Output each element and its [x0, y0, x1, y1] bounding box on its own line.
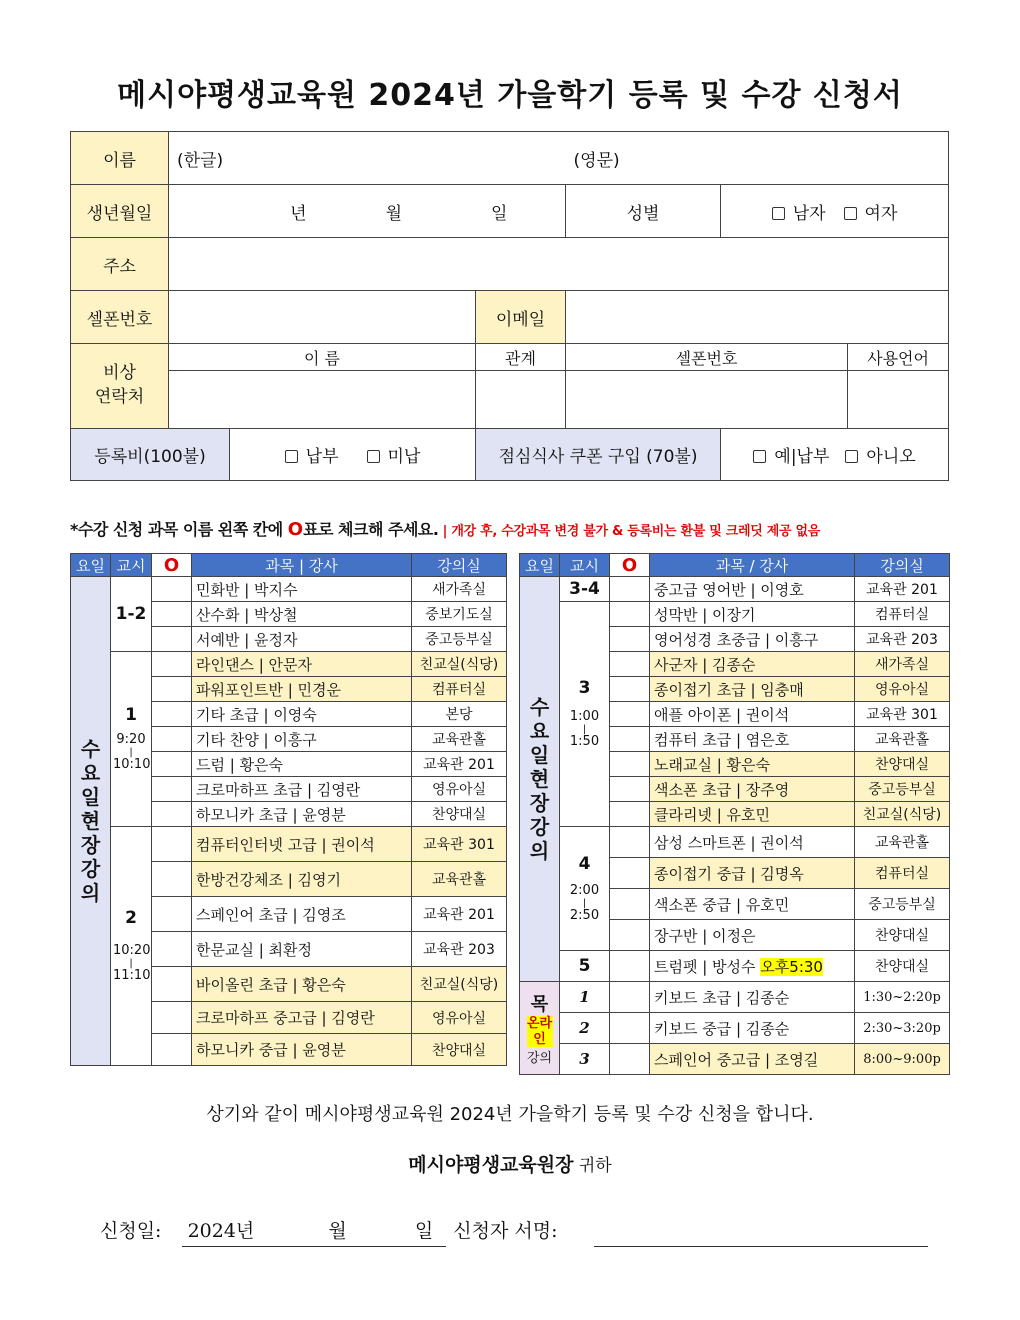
course-room: 친교실(식당)	[412, 652, 507, 677]
checkbox-icon[interactable]	[845, 450, 858, 463]
course-subject: 사군자 | 김종순	[650, 652, 855, 677]
course-room: 교육관 201	[412, 752, 507, 777]
course-subject: 영어성경 초중급 | 이흥구	[650, 627, 855, 652]
date-label: 신청일:	[100, 1220, 162, 1242]
check-cell[interactable]	[610, 1013, 650, 1044]
course-room: 컴퓨터실	[412, 677, 507, 702]
day-label: 수요일 현장강의	[520, 577, 560, 982]
instruction-text-a: *수강 신청 과목 이름 왼쪽 칸에	[70, 520, 288, 539]
course-room: 중고등부실	[412, 627, 507, 652]
birth-day: 일	[490, 203, 508, 224]
course-subject: 색소폰 중급 | 유호민	[650, 889, 855, 920]
addressee: 메시야평생교육원장 귀하	[408, 1154, 612, 1176]
em-phone-header: 셀폰번호	[566, 344, 848, 371]
course-subject: 스페인어 초급 | 김영조	[192, 897, 412, 932]
em-name-header: 이 름	[169, 344, 476, 371]
check-cell[interactable]	[610, 752, 650, 777]
check-cell[interactable]	[152, 967, 192, 1002]
period-label: 1	[560, 982, 610, 1013]
fee-options	[230, 429, 476, 481]
check-cell[interactable]	[610, 702, 650, 727]
header-room: 강의실	[855, 554, 950, 577]
check-cell[interactable]	[610, 827, 650, 858]
period-label: 3	[560, 1044, 610, 1075]
check-cell[interactable]	[610, 858, 650, 889]
course-subject: 컴퓨터 초급 | 염은호	[650, 727, 855, 752]
name-english-hint: (영문)	[573, 150, 620, 171]
lunch-label: 점심식사 쿠폰 구입 (70불)	[476, 429, 721, 481]
birth-field[interactable]	[169, 185, 566, 238]
course-room: 컴퓨터실	[855, 858, 950, 889]
course-room: 컴퓨터실	[855, 602, 950, 627]
phone-field[interactable]	[169, 291, 476, 344]
check-cell[interactable]	[610, 920, 650, 951]
course-subject: 바이올린 초급 | 황은숙	[192, 967, 412, 1002]
check-cell[interactable]	[152, 602, 192, 627]
name-korean-hint: (한글)	[177, 150, 224, 171]
date-year: 2024년	[187, 1220, 255, 1242]
header-period: 교시	[560, 554, 610, 577]
course-subject: 색소폰 초급 | 장주영	[650, 777, 855, 802]
course-room: 교육관홀	[412, 727, 507, 752]
course-subject: 한문교실 | 최환정	[192, 932, 412, 967]
check-cell[interactable]	[152, 862, 192, 897]
header-day: 요일	[520, 554, 560, 577]
lunch-yes-option[interactable]: 예|납부	[753, 442, 829, 467]
em-language-field[interactable]	[848, 371, 949, 429]
course-subject: 장구반 | 이정은	[650, 920, 855, 951]
header-check: O	[610, 554, 650, 577]
course-subject: 키보드 중급 | 김종순	[650, 1013, 855, 1044]
email-label: 이메일	[476, 291, 566, 344]
birth-month: 월	[385, 203, 403, 224]
course-room: 새가족실	[412, 577, 507, 602]
name-label: 이름	[71, 132, 169, 185]
right-schedule-table	[519, 553, 950, 1075]
course-room: 교육관 201	[855, 577, 950, 602]
check-cell[interactable]	[152, 897, 192, 932]
course-room: 찬양대실	[412, 1034, 507, 1066]
course-room: 영유아실	[855, 677, 950, 702]
signature-line[interactable]	[594, 1246, 928, 1247]
check-cell[interactable]	[610, 627, 650, 652]
course-subject: 기타 찬양 | 이흥구	[192, 727, 412, 752]
course-subject: 클라리넷 | 유호민	[650, 802, 855, 827]
period-label: 1-2	[111, 577, 152, 652]
course-subject: 민화반 | 박지수	[192, 577, 412, 602]
date-underline[interactable]	[182, 1246, 446, 1247]
course-time: 2:30~3:20p	[855, 1013, 950, 1044]
course-room: 중고등부실	[855, 777, 950, 802]
course-subject: 키보드 초급 | 김종순	[650, 982, 855, 1013]
check-cell[interactable]	[610, 951, 650, 982]
header-period: 교시	[111, 554, 152, 577]
period-label: 4 2:00 | 2:50	[560, 827, 610, 951]
warning-text: | 개강 후, 수강과목 변경 불가 & 등록비는 환불 및 크레딧 제공 없음	[438, 524, 820, 539]
course-subject: 노래교실 | 황은숙	[650, 752, 855, 777]
course-subject: 삼성 스마트폰 | 권이석	[650, 827, 855, 858]
phone-label: 셀폰번호	[71, 291, 169, 344]
period-label: 5	[560, 951, 610, 982]
check-cell[interactable]	[152, 1002, 192, 1034]
course-subject: 트럼펫 | 방성수 오후5:30	[650, 951, 855, 982]
period-label: 3-4	[560, 577, 610, 602]
check-cell[interactable]	[152, 727, 192, 752]
fee-label: 등록비(100불)	[71, 429, 230, 481]
online-day-label: 목 온라인 강의	[520, 982, 560, 1075]
course-subject: 드럼 | 황은숙	[192, 752, 412, 777]
course-room: 영유아실	[412, 777, 507, 802]
header-subject: 과목 | 강사	[192, 554, 412, 577]
course-room: 친교실(식당)	[412, 967, 507, 1002]
left-schedule-table	[70, 553, 507, 1066]
emergency-contact-label: 비상 연락처	[71, 344, 169, 429]
course-room: 새가족실	[855, 652, 950, 677]
check-cell[interactable]	[610, 677, 650, 702]
male-option[interactable]: 남자	[772, 199, 826, 224]
birth-label: 생년월일	[71, 185, 169, 238]
checkbox-icon[interactable]	[844, 207, 857, 220]
check-cell[interactable]	[152, 652, 192, 677]
lunch-no-option[interactable]: 아니오	[845, 442, 915, 467]
course-room: 교육관 203	[855, 627, 950, 652]
course-subject: 성막반 | 이장기	[650, 602, 855, 627]
period-label: 3 1:00 | 1:50	[560, 602, 610, 827]
female-option[interactable]: 여자	[844, 199, 898, 224]
check-cell[interactable]	[152, 802, 192, 827]
header-subject: 과목 / 강사	[650, 554, 855, 577]
course-room: 교육관 301	[855, 702, 950, 727]
check-cell[interactable]	[610, 777, 650, 802]
em-relation-header: 관계	[476, 344, 566, 371]
check-cell[interactable]	[152, 777, 192, 802]
course-room: 교육관 203	[412, 932, 507, 967]
course-subject: 종이접기 초급 | 임충매	[650, 677, 855, 702]
course-room: 찬양대실	[855, 920, 950, 951]
course-subject: 크로마하프 중고급 | 김영란	[192, 1002, 412, 1034]
form-title: 메시야평생교육원 2024년 가을학기 등록 및 수강 신청서	[117, 78, 903, 113]
em-phone-field[interactable]	[566, 371, 848, 429]
fee-unpaid-option[interactable]: 미납	[367, 442, 421, 467]
name-korean-field[interactable]	[169, 132, 566, 185]
check-cell[interactable]	[610, 727, 650, 752]
check-cell[interactable]	[152, 577, 192, 602]
course-room: 교육관 201	[412, 897, 507, 932]
course-subject: 스페인어 중고급 | 조영길	[650, 1044, 855, 1075]
fee-paid-option[interactable]: 납부	[285, 442, 339, 467]
name-english-field[interactable]	[566, 132, 949, 185]
signature-label: 신청자 서명:	[453, 1220, 558, 1242]
course-subject: 애플 아이폰 | 권이석	[650, 702, 855, 727]
check-cell[interactable]	[610, 602, 650, 627]
instruction-notice	[70, 517, 960, 540]
period-label: 1 9:20 | 10:10	[111, 652, 152, 827]
em-language-header: 사용언어	[848, 344, 949, 371]
date-day: 일	[414, 1220, 434, 1242]
check-cell[interactable]	[152, 1034, 192, 1066]
course-room: 영유아실	[412, 1002, 507, 1034]
address-field[interactable]	[169, 238, 949, 291]
checkbox-icon[interactable]	[753, 450, 766, 463]
course-subject: 크로마하프 초급 | 김영란	[192, 777, 412, 802]
day-label: 수요일 현장강의	[71, 577, 111, 1066]
address-label: 주소	[71, 238, 169, 291]
email-field[interactable]	[566, 291, 949, 344]
course-subject: 종이접기 중급 | 김명옥	[650, 858, 855, 889]
course-room: 교육관홀	[412, 862, 507, 897]
em-name-field[interactable]	[169, 371, 476, 429]
course-time: 1:30~2:20p	[855, 982, 950, 1013]
course-subject: 하모니카 초급 | 윤영분	[192, 802, 412, 827]
gender-label: 성별	[566, 185, 721, 238]
course-room: 중고등부실	[855, 889, 950, 920]
date-month: 월	[328, 1220, 347, 1242]
course-room: 교육관홀	[855, 827, 950, 858]
check-cell[interactable]	[610, 577, 650, 602]
period-label: 2 10:20 | 11:10	[111, 827, 152, 1066]
course-room: 찬양대실	[855, 752, 950, 777]
course-subject: 서예반 | 윤정자	[192, 627, 412, 652]
checkbox-icon[interactable]	[285, 450, 298, 463]
course-room: 본당	[412, 702, 507, 727]
time-note: 오후5:30	[760, 957, 823, 976]
check-cell[interactable]	[152, 702, 192, 727]
period-label: 2	[560, 1013, 610, 1044]
course-subject: 기타 초급 | 이영숙	[192, 702, 412, 727]
check-cell[interactable]	[610, 889, 650, 920]
course-room: 친교실(식당)	[855, 802, 950, 827]
course-subject: 파워포인트반 | 민경운	[192, 677, 412, 702]
check-cell[interactable]	[610, 982, 650, 1013]
circle-mark: O	[287, 519, 304, 540]
check-cell[interactable]	[152, 677, 192, 702]
check-cell[interactable]	[152, 627, 192, 652]
lunch-options	[721, 429, 949, 481]
header-room: 강의실	[412, 554, 507, 577]
header-day: 요일	[71, 554, 111, 577]
check-cell[interactable]	[610, 652, 650, 677]
instruction-text-b: 표로 체크해 주세요.	[303, 520, 439, 539]
registration-form	[70, 131, 949, 481]
application-date-row	[100, 1216, 558, 1243]
course-room: 중보기도실	[412, 602, 507, 627]
check-cell[interactable]	[610, 802, 650, 827]
check-cell[interactable]	[610, 1044, 650, 1075]
course-subject: 산수화 | 박상철	[192, 602, 412, 627]
course-subject: 중고급 영어반 | 이영호	[650, 577, 855, 602]
course-time: 8:00~9:00p	[855, 1044, 950, 1075]
course-room: 찬양대실	[855, 951, 950, 982]
header-check: O	[152, 554, 192, 577]
birth-year: 년	[290, 203, 307, 224]
declaration-text: 상기와 같이 메시야평생교육원 2024년 가을학기 등록 및 수강 신청을 합니다.	[206, 1104, 814, 1125]
check-cell[interactable]	[152, 752, 192, 777]
course-subject: 한방건강체조 | 김영기	[192, 862, 412, 897]
course-subject: 라인댄스 | 안문자	[192, 652, 412, 677]
course-subject: 컴퓨터인터넷 고급 | 권이석	[192, 827, 412, 862]
checkbox-icon[interactable]	[367, 450, 380, 463]
em-relation-field[interactable]	[476, 371, 566, 429]
checkbox-icon[interactable]	[772, 207, 785, 220]
gender-options	[721, 185, 949, 238]
course-room: 찬양대실	[412, 802, 507, 827]
check-cell[interactable]	[152, 827, 192, 862]
course-subject: 하모니카 중급 | 윤영분	[192, 1034, 412, 1066]
check-cell[interactable]	[152, 932, 192, 967]
course-room: 교육관홀	[855, 727, 950, 752]
course-room: 교육관 301	[412, 827, 507, 862]
